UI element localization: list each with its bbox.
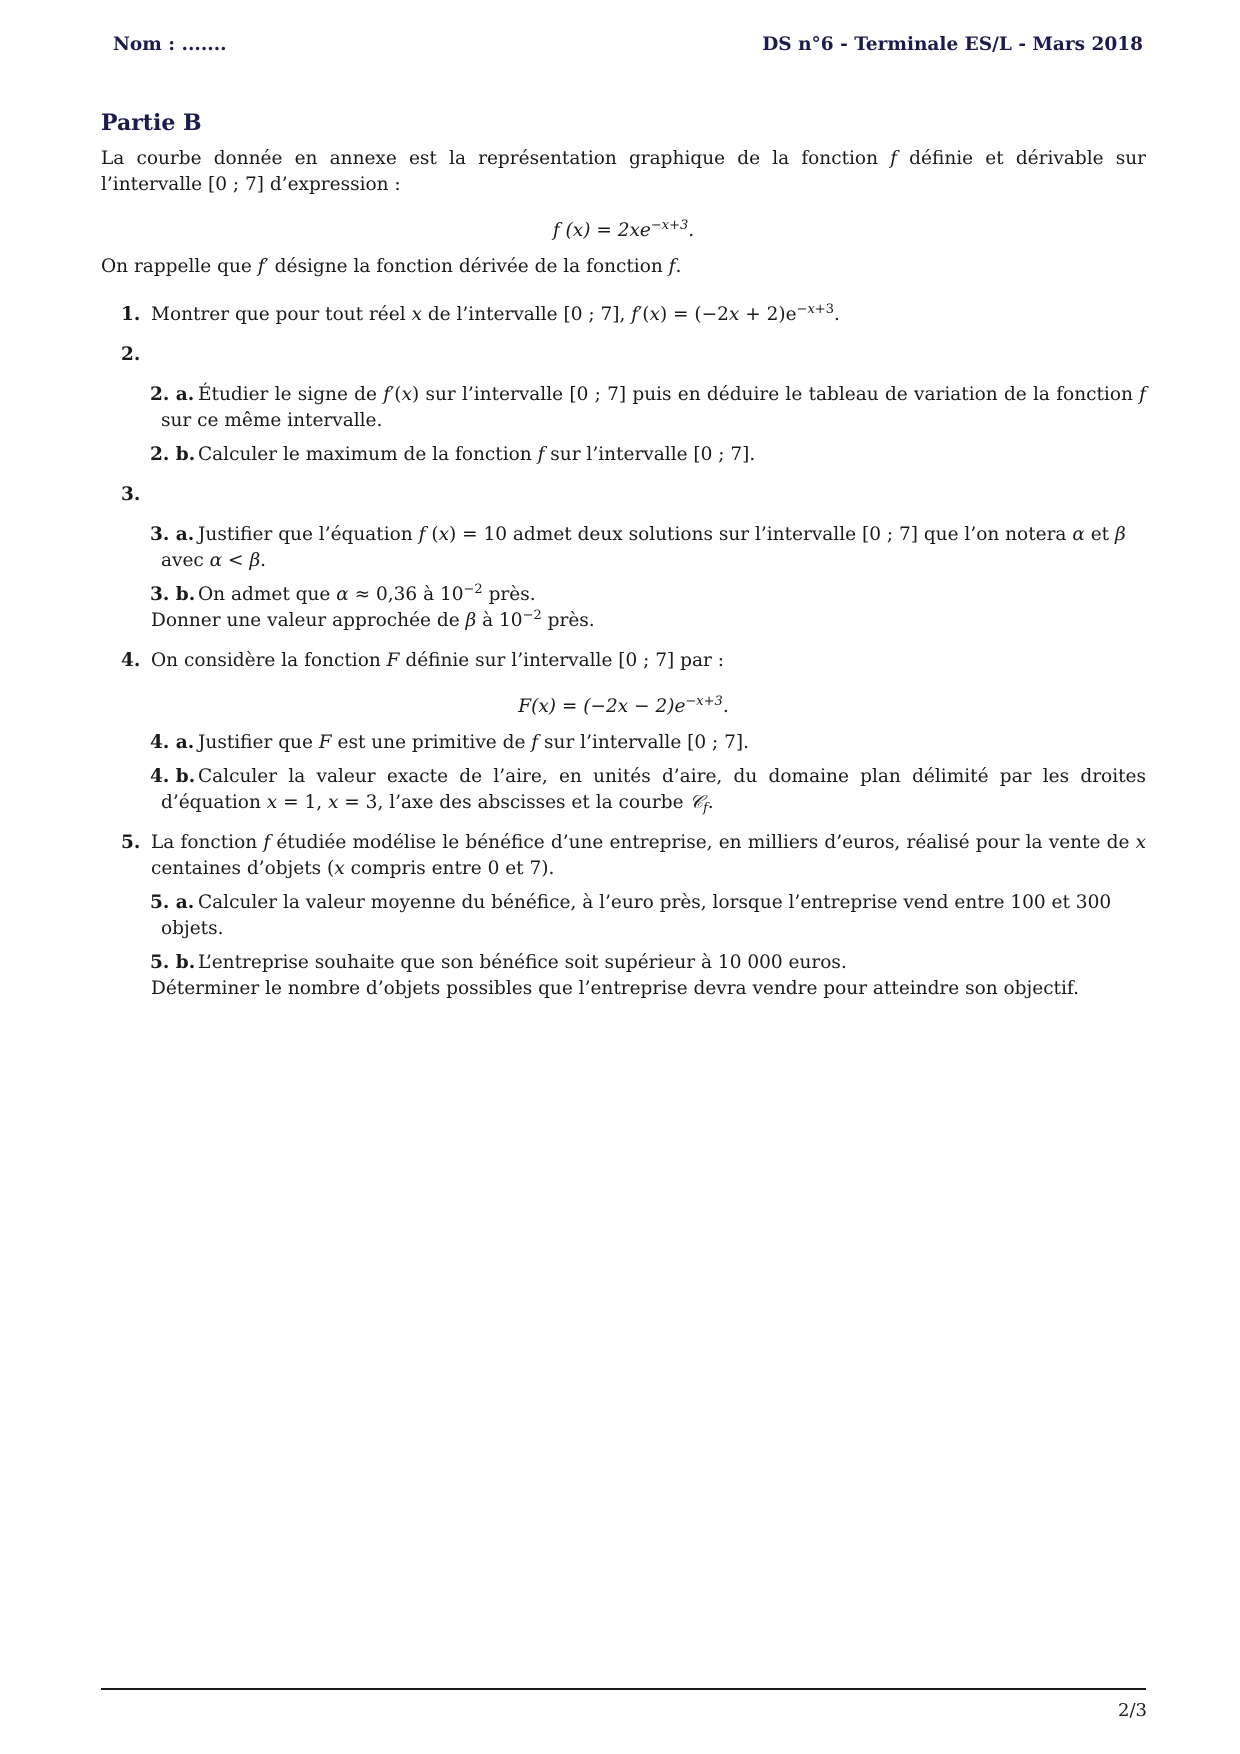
question-number: 4. b. [150, 766, 196, 787]
question-2a [101, 382, 1146, 434]
question-4 [101, 648, 1146, 674]
question-text: Justifier que l’équation f (x) = 10 admet deux solutions sur l’intervalle [0 ; 7] que l’on notera α et β avec α < β. [161, 524, 1126, 571]
question-1 [101, 302, 1146, 328]
question-text: Montrer que pour tout réel x de l’intervalle [0 ; 7], $f'(x) = (-2x + 2)e^{-x+3}$. [151, 302, 840, 325]
function-formula: f $(x) = 2xe^{-x+3}$. [552, 218, 695, 241]
question-5b [101, 950, 1146, 1002]
question-number: 2. a. [150, 384, 195, 405]
intro-paragraph: La courbe donnée en annexe est la représentation graphique de la fonction f définie et dérivable sur l’intervalle [0 ; 7] d’expression : [101, 148, 1146, 195]
question-text: Étudier le signe de f′(x) sur l’intervalle [0 ; 7] puis en déduire le tableau de variation de la fonction f sur ce même intervalle. [161, 384, 1146, 431]
question-text: Justifier que F est une primitive de f sur l’intervalle [0 ; 7]. [198, 732, 750, 753]
question-text-continued: Donner une valeur approchée de β à $10^{-2}$ près. [151, 608, 595, 631]
question-text: L’entreprise souhaite que son bénéfice soit supérieur à 10 000 euros. [198, 952, 847, 973]
question-2 [101, 342, 1146, 368]
question-text: Calculer le maximum de la fonction f sur l’intervalle [0 ; 7]. [198, 444, 756, 465]
question-number: 4. [121, 650, 141, 671]
exam-title: DS n°6 - Terminale ES/L - Mars 2018 [762, 34, 1143, 55]
question-4b [101, 764, 1146, 816]
primitive-formula: $F(x) = (-2x - 2)e^{-x+3}$. [518, 694, 729, 717]
question-5 [101, 830, 1146, 882]
section-title: Partie B [101, 110, 202, 136]
question-number: 2. b. [150, 444, 196, 465]
footer-rule [101, 1688, 1146, 1690]
question-2b [101, 442, 1146, 468]
question-number: 5. b. [150, 952, 196, 973]
page-header [113, 34, 1143, 58]
question-3 [101, 482, 1146, 508]
question-text: Calculer la valeur exacte de l’aire, en unités d’aire, du domaine plan délimité par les droites d’équation x = 1, x = 3, l’axe des abscisses et la courbe 𝒞$_f$. [161, 766, 1146, 816]
question-number: 3. [121, 484, 141, 505]
derivative-reminder: On rappelle que f′ désigne la fonction dérivée de la fonction f. [101, 256, 682, 277]
question-text: Calculer la valeur moyenne du bénéfice, à l’euro près, lorsque l’entreprise vend entre 100 et 300 objets. [161, 892, 1112, 939]
question-number: 3. a. [150, 524, 195, 545]
question-number: 1. [121, 304, 141, 325]
question-text: On admet que α ≈ 0,36 à $10^{-2}$ près. [198, 582, 536, 605]
page-number: 2/3 [1118, 1700, 1147, 1721]
question-text: On considère la fonction F définie sur l’intervalle [0 ; 7] par : [151, 650, 724, 671]
question-number: 4. a. [150, 732, 195, 753]
question-5a [101, 890, 1146, 942]
question-text-continued: Déterminer le nombre d’objets possibles que l’entreprise devra vendre pour atteindre son objectif. [151, 978, 1079, 999]
question-number: 3. b. [150, 584, 196, 605]
question-3b [101, 582, 1146, 634]
name-field-label: Nom : ....... [113, 34, 227, 55]
question-3a [101, 522, 1146, 574]
question-text: La fonction f étudiée modélise le bénéfice d’une entreprise, en milliers d’euros, réalisé pour la vente de x centaines d’objets (x compris entre 0 et 7). [151, 832, 1146, 879]
question-number: 5. [121, 832, 141, 853]
question-number: 5. a. [150, 892, 195, 913]
question-4a [101, 730, 1146, 756]
document-body [101, 110, 1146, 1002]
question-number: 2. [121, 344, 141, 365]
